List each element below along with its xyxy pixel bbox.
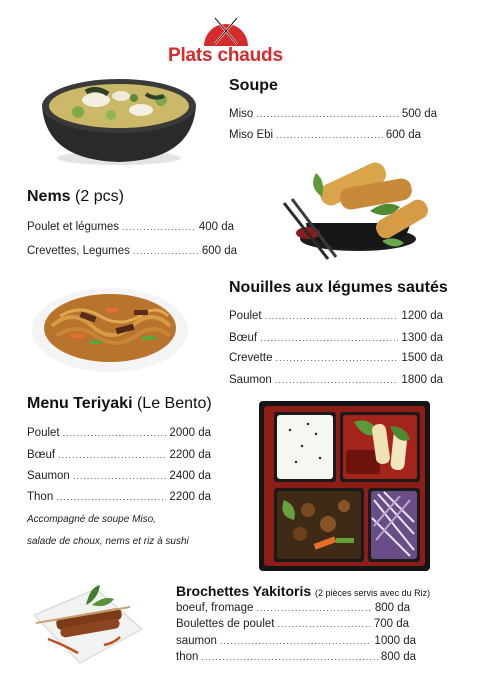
soup-bowl-image — [36, 72, 201, 167]
dot-leader — [260, 333, 398, 343]
item-price: 1000 da — [374, 635, 416, 647]
item-name: Saumon — [27, 470, 70, 482]
section-title-nouilles: Nouilles aux légumes sautés — [229, 279, 448, 296]
menu-item — [229, 332, 443, 344]
section-title-nems — [27, 188, 124, 206]
item-name: Miso Ebi — [229, 129, 274, 141]
section-title-soupe: Soupe — [229, 77, 278, 94]
item-price: 2200 da — [169, 491, 211, 503]
item-name: Miso — [229, 108, 254, 120]
item-name: Boulettes de poulet — [176, 618, 275, 630]
menu-item — [27, 245, 237, 257]
item-name: Crevettes, Legumes — [27, 245, 130, 257]
section-title-teriyaki — [27, 395, 212, 413]
section-title-brochettes — [176, 583, 430, 599]
item-price: 700 da — [373, 618, 409, 630]
accompaniment-note-line1: Accompagné de soupe Miso, — [27, 514, 156, 525]
menu-item — [27, 491, 211, 503]
spring-rolls-image — [278, 153, 434, 263]
item-name: Bœuf — [27, 449, 56, 461]
menu-item — [229, 129, 421, 141]
dot-leader — [275, 375, 399, 385]
dot-leader — [256, 109, 399, 119]
item-price: 2000 da — [169, 427, 211, 439]
item-price: 2200 da — [169, 449, 211, 461]
item-name: Poulet — [229, 310, 262, 322]
item-name: Thon — [27, 491, 54, 503]
menu-item — [229, 352, 443, 364]
bento-box-image — [258, 400, 431, 572]
menu-item — [229, 108, 437, 120]
item-price: 600 da — [385, 129, 421, 141]
menu-item — [229, 310, 443, 322]
item-price: 800 da — [374, 602, 410, 614]
item-price: 500 da — [401, 108, 437, 120]
menu-item — [229, 374, 443, 386]
menu-item — [176, 635, 416, 647]
item-name: Poulet — [27, 427, 60, 439]
section-note: (Le Bento) — [136, 395, 212, 412]
menu-item — [27, 221, 234, 233]
dot-leader — [73, 471, 167, 481]
dot-leader — [133, 246, 199, 256]
section-note: (2 pcs) — [75, 188, 124, 205]
item-name: saumon — [176, 635, 217, 647]
section-note: (2 pièces servis avec du Riz) — [315, 588, 431, 598]
dot-leader — [122, 222, 196, 232]
item-price: 1300 da — [401, 332, 443, 344]
menu-item — [176, 651, 416, 663]
section-title-text: Brochettes Yakitoris — [176, 583, 312, 599]
accompaniment-note-line2: salade de choux, nems et riz à sushi — [27, 536, 189, 547]
dot-leader — [276, 130, 383, 140]
dot-leader — [201, 652, 377, 662]
item-name: Poulet et légumes — [27, 221, 120, 233]
dot-leader — [220, 636, 372, 646]
section-title-text: Menu Teriyaki — [27, 395, 133, 412]
item-name: Saumon — [229, 374, 272, 386]
page-title: Plats chauds — [168, 45, 283, 66]
dot-leader — [256, 603, 371, 613]
menu-item — [27, 427, 211, 439]
menu-item — [176, 618, 409, 630]
menu-item — [176, 602, 410, 614]
item-price: 1500 da — [401, 352, 443, 364]
noodles-plate-image — [30, 280, 190, 375]
item-price: 800 da — [380, 651, 416, 663]
dot-leader — [275, 353, 398, 363]
section-title-text: Nems — [27, 188, 71, 205]
restaurant-logo — [201, 14, 251, 48]
dot-leader — [58, 450, 166, 460]
item-price: 2400 da — [169, 470, 211, 482]
dot-leader — [56, 492, 166, 502]
item-price: 1800 da — [401, 374, 443, 386]
item-name: thon — [176, 651, 199, 663]
menu-item — [27, 470, 211, 482]
dot-leader — [63, 428, 167, 438]
dot-leader — [265, 311, 399, 321]
item-price: 600 da — [201, 245, 237, 257]
item-name: Bœuf — [229, 332, 258, 344]
yakitori-plate-image — [26, 575, 146, 670]
item-price: 1200 da — [401, 310, 443, 322]
item-name: boeuf, fromage — [176, 602, 254, 614]
item-name: Crevette — [229, 352, 273, 364]
dot-leader — [277, 619, 370, 629]
menu-item — [27, 449, 211, 461]
item-price: 400 da — [198, 221, 234, 233]
